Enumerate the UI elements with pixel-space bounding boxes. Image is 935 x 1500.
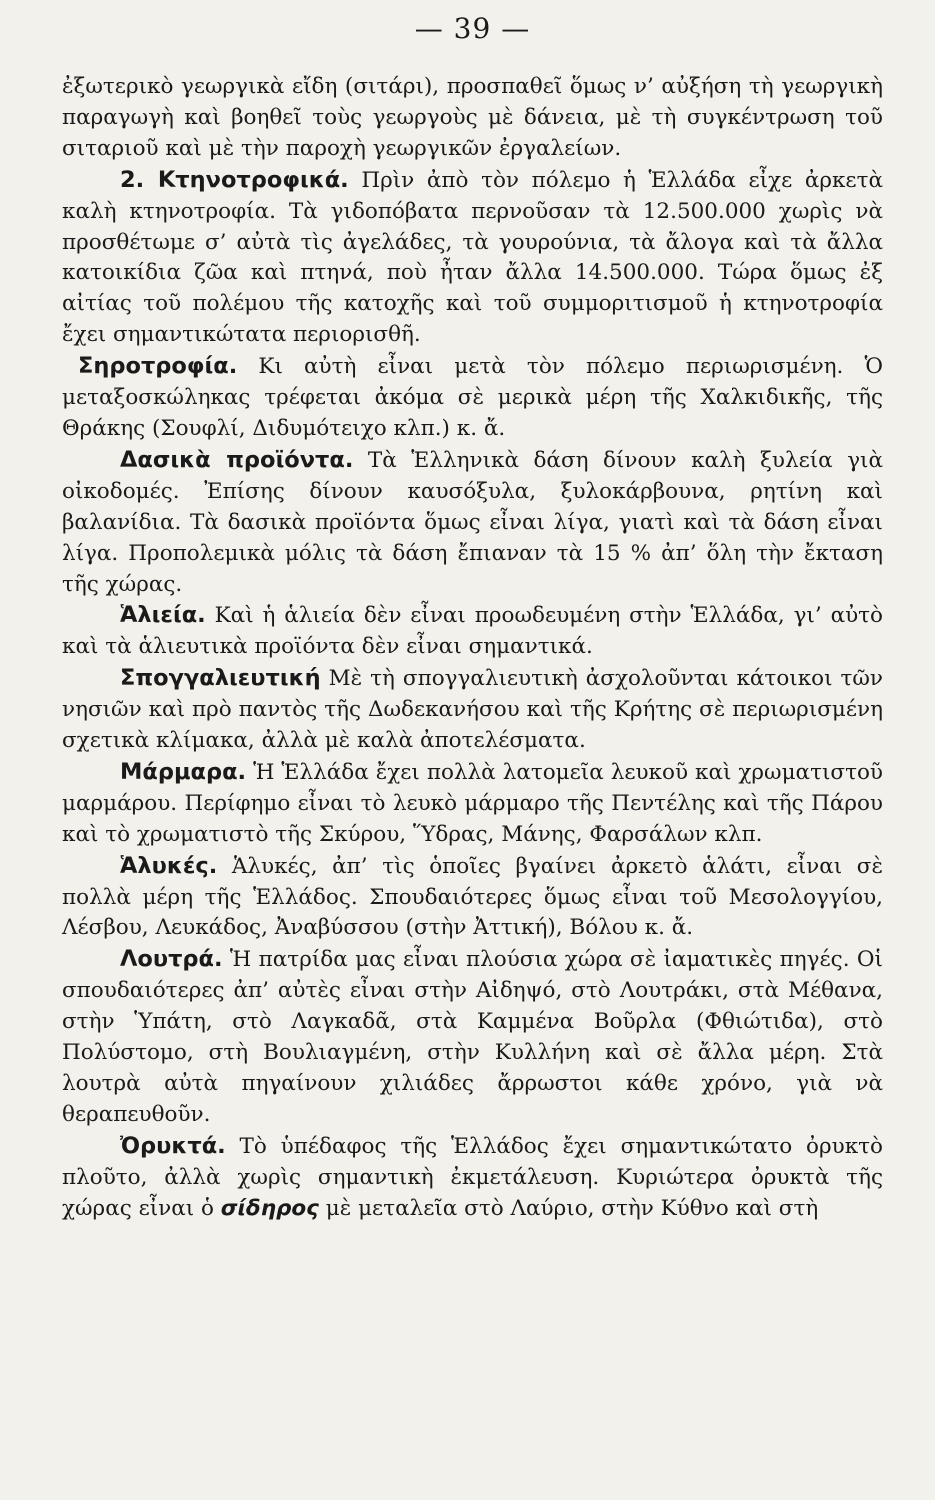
paragraph-text: Μὲ τὴ σπογγαλιευτικὴ ἀσχολοῦνται κάτοικοι τῶν νησιῶν καὶ πρὸ παντὸς τῆς Δωδεκανήσου καὶ τῆς Κρήτης σὲ περιωρισμένη σχετικὰ κλίμακα, ἀλλὰ μὲ καλὰ ἀποτελέσματα.: [62, 666, 883, 754]
paragraph-text: Πρὶν ἀπὸ τὸν πόλεμο ἡ Ἑλλάδα εἶχε ἀρκετὰ καλὴ κτηνοτροφία. Τὰ γιδοπόβατα περνοῦσαν τὰ 12.500.000 χωρὶς νὰ προσθέτωμε σ’ αὐτὰ τὶς ἀγελάδες, τὰ γουρούνια, τὰ ἄλογα καὶ τὰ ἄλλα κατοικίδια ζῶα καὶ πτηνά, ποὺ ἦταν ἄλλα 14.500.000. Τώρα ὅμως ἐξ αἰτίας τοῦ πολέμου τῆς κατοχῆς καὶ τοῦ συμμοριτισμοῦ ἡ κτηνοτροφία ἔχει σημαντικώτατα περιορισθῆ.: [62, 167, 883, 348]
page-number: — 39 —: [414, 12, 531, 45]
paragraph-livestock: [62, 165, 883, 351]
body-text: [62, 72, 883, 1225]
paragraph-forest-products: [62, 445, 883, 601]
paragraph-text: Ἁλυκές, ἀπ’ τὶς ὁποῖες βγαίνει ἀρκετὸ ἁλάτι, εἶναι σὲ πολλὰ μέρη τῆς Ἑλλάδος. Σπουδαιότερες ὅμως εἶναι τοῦ Μεσολογγίου, Λέσβου, Λευκάδος, Ἀναβύσσου (στὴν Ἀττική), Βόλου κ. ἄ.: [62, 853, 883, 941]
paragraph-text: Κι αὐτὴ εἶναι μετὰ τὸν πόλεμο περιωρισμένη. Ὁ μεταξοσκώληκας τρέφεται ἀκόμα σὲ μερικὰ μέρη τῆς Χαλκιδικῆς, τῆς Θράκης (Σουφλί, Διδυμότειχο κλπ.) κ. ἄ.: [62, 354, 883, 441]
paragraph-spas: [62, 944, 883, 1130]
paragraph-minerals: [62, 1131, 883, 1225]
paragraph-text: Τὰ Ἑλληνικὰ δάση δίνουν καλὴ ξυλεία γιὰ οἰκοδομές. Ἐπίσης δίνουν καυσόξυλα, ξυλοκάρβουνα, ρητίνη καὶ βαλανίδια. Τὰ δασικὰ προϊόντα ὅμως εἶναι λίγα, γιατὶ καὶ τὰ δάση εἶναι λίγα. Προπολεμικὰ μόλις τὰ δάση ἔπιαναν τὰ 15 % ἀπ’ ὅλη τὴν ἔκταση τῆς χώρας.: [62, 447, 883, 597]
section-heading-forest-products: Δασικὰ προϊόντα.: [120, 446, 354, 473]
paragraph-text: Καὶ ἡ ἁλιεία δὲν εἶναι προωδευμένη στὴν Ἑλλάδα, γι’ αὐτὸ καὶ τὰ ἁλιευτικὰ προϊόντα δὲν εἶναι σημαντικά.: [62, 603, 883, 660]
paragraph-continuation: [62, 72, 883, 165]
paragraph-sponge-fishing: [62, 663, 883, 757]
section-heading-sericulture: Σηροτροφία.: [78, 353, 238, 380]
paragraph-sericulture: [62, 351, 883, 445]
paragraph-text: Ἡ Ἑλλάδα ἔχει πολλὰ λατομεῖα λευκοῦ καὶ χρωματιστοῦ μαρμάρου. Περίφημο εἶναι τὸ λευκὸ μάρμαρο τῆς Πεντέλης καὶ τῆς Πάρου καὶ τὸ χρωματιστὸ τῆς Σκύρου, Ὕδρας, Μάνης, Φαρσάλων κλπ.: [62, 759, 883, 847]
section-heading-marble: Μάρμαρα.: [120, 758, 247, 785]
section-heading-sponge-fishing: Σπογγαλιευτική: [120, 665, 321, 692]
section-heading-spas: Λουτρά.: [120, 946, 223, 973]
section-heading-salt-works: Ἁλυκές.: [120, 852, 218, 879]
mineral-name-iron: σίδηρος: [220, 1195, 319, 1221]
section-heading-minerals: Ὀρυκτά.: [120, 1132, 226, 1159]
paragraph-text-tail: μὲ μεταλεῖα στὸ Λαύριο, στὴν Κύθνο καὶ στὴ: [318, 1195, 819, 1221]
section-heading-livestock: 2. Κτηνοτροφικά.: [120, 166, 349, 193]
paragraph-salt-works: [62, 851, 883, 945]
paragraph-text: Τὸ ὑπέδαφος τῆς Ἑλλάδος ἔχει σημαντικώτατο ὀρυκτὸ πλοῦτο, ἀλλὰ χωρὶς σημαντικὴ ἐκμετάλευση. Κυριώτερα ὀρυκτὰ τῆς χώρας εἶναι ὁ: [62, 1133, 883, 1221]
paragraph-marble: [62, 757, 883, 851]
paragraph-text: ἐξωτερικὸ γεωργικὰ εἴδη (σιτάρι), προσπαθεῖ ὅμως ν’ αὐξήση τὴ γεωργικὴ παραγωγὴ καὶ βοηθεῖ τοὺς γεωργοὺς μὲ δάνεια, μὲ τὴ συγκέντρωση τοῦ σιταριοῦ καὶ μὲ τὴν παροχὴ γεωργικῶν ἐργαλείων.: [62, 74, 883, 161]
paragraph-fishing: [62, 600, 883, 663]
paragraph-text: Ἡ πατρίδα μας εἶναι πλούσια χώρα σὲ ἰαματικὲς πηγές. Οἱ σπουδαιότερες ἀπ’ αὐτὲς εἶναι στὴν Αἰδηψό, στὸ Λουτράκι, στὰ Μέθανα, στὴν Ὑπάτη, στὸ Λαγκαδᾶ, στὰ Καμμένα Βοῦρλα (Φθιώτιδα), στὸ Πολύστομο, στὴ Βουλιαγμένη, στὴν Κυλλήνη καὶ σὲ ἄλλα μέρη. Στὰ λουτρὰ αὐτὰ πηγαίνουν χιλιάδες ἄρρωστοι κάθε χρόνο, γιὰ νὰ θεραπευθοῦν.: [62, 947, 883, 1127]
section-heading-fishing: Ἁλιεία.: [120, 602, 206, 629]
